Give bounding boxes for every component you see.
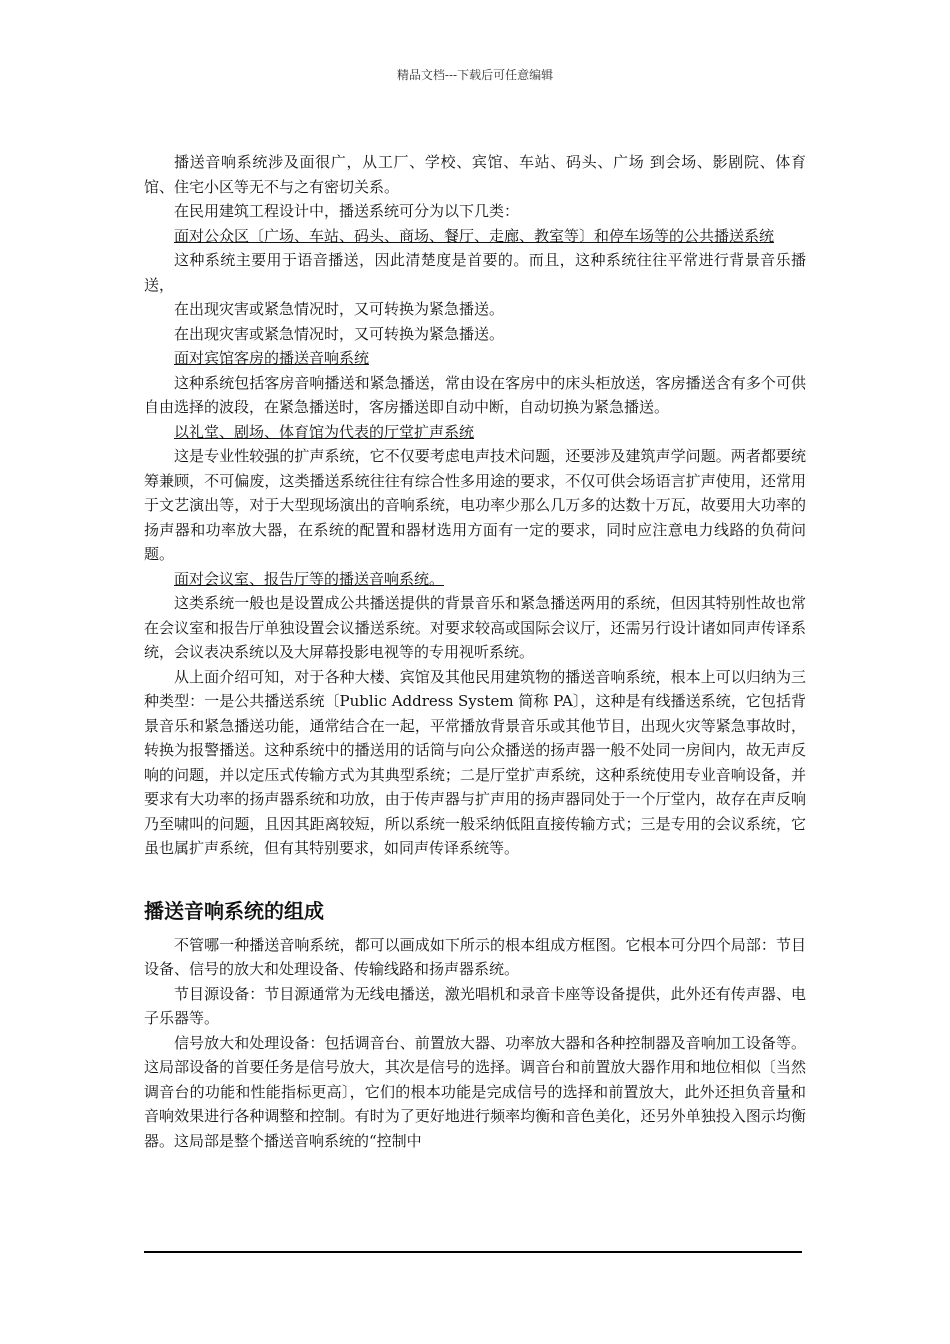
page-header: 精品文档---下载后可任意编辑 [396,68,554,82]
subheading-hall-sound: 以礼堂、剧场、体育馆为代表的厅堂扩声系统 [174,422,475,441]
paragraph-composition-intro: 不管哪一种播送音响系统，都可以画成如下所示的根本组成方框图。它根本可分四个局部：节目设备、信号的放大和处理设备、传输线路和扬声器系统。 [144,935,806,978]
paragraph-summary: 从上面介绍可知，对于各种大楼、宾馆及其他民用建筑物的播送音响系统，根本上可以归纳为三种类型：一是公共播送系统〔Public Address System 简称 PA〕，这种是有线播送系统，它包括背景音乐和紧急播送功能，通常结合在一起，平常播放背景音乐或其他节目，出现火灾等紧急事故时，转换为报警播送。这种系统中的播送用的话筒与向公众播送的扬声器一般不处同一房间内，故无声反响的问题，并以定压式传输方式为其典型系统；二是厅堂扩声系统，这种系统使用专业音响设备，并要求有大功率的扬声器系统和功放，由于传声器与扩声用的扬声器同处于一个厅堂内，故存在声反响乃至啸叫的问题，且因其距离较短，所以系统一般采纳低阻直接传输方式；三是专用的会议系统，它虽也属扩声系统，但有其特别要求，如同声传译系统等。 [144,667,806,857]
paragraph-emergency-1: 在出现灾害或紧急情况时，又可转换为紧急播送。 [174,300,505,318]
paragraph-emergency-2: 在出现灾害或紧急情况时，又可转换为紧急播送。 [174,324,505,343]
section-spacer [144,861,806,897]
subheading-hotel-rooms: 面对宾馆客房的播送音响系统 [174,349,370,367]
section-heading-composition: 播送音响系统的组成 [144,898,324,923]
paragraph-hall-desc: 这是专业性较强的扩声系统，它不仅要考虑电声技术问题，还要涉及建筑声学问题。两者都要统筹兼顾，不可偏废，这类播送系统往往有综合性多用途的要求，不仅可供会场语言扩声使用，还常用于文艺演出等，对于大型现场演出的音响系统，电功率少那么几万多的达数十万瓦，故要用大功率的扬声器和功率放大器，在系统的配置和器材选用方面有一定的要求，同时应注意电力线路的负荷问题。 [144,447,806,563]
subheading-public-broadcast: 面对公众区〔广场、车站、码头、商场、餐厅、走廊、教室等〕和停车场等的公共播送系统 [174,226,775,245]
document-body [144,150,806,1153]
paragraph-categories: 在民用建筑工程设计中，播送系统可分为以下几类： [174,202,520,220]
footer-divider [144,1251,802,1253]
paragraph-public-desc: 这种系统主要用于语音播送，因此清楚度是首要的。而且，这种系统往往平常进行背景音乐播送， [144,251,806,294]
paragraph-signal-processing: 信号放大和处理设备：包括调音台、前置放大器、功率放大器和各种控制器及音响加工设备等。这局部设备的首要任务是信号放大，其次是信号的选择。调音台和前置放大器作用和地位相似〔当然调音台的功能和性能指标更高〕，它们的根本功能是完成信号的选择和前置放大，此外还担负音量和音响效果进行各种调整和控制。有时为了更好地进行频率均衡和音色美化，还另外单独投入图示均衡器。这局部是整个播送音响系统的“控制中 [144,1033,806,1150]
paragraph-conference-desc: 这类系统一般也是设置成公共播送提供的背景音乐和紧急播送两用的系统，但因其特别性故也常在会议室和报告厅单独设置会议播送系统。对要求较高或国际会议厅，还需另行设计诸如同声传译系统，会议表决系统以及大屏幕投影电视等的专用视听系统。 [144,594,806,661]
paragraph-hotel-desc: 这种系统包括客房音响播送和紧急播送，常由设在客房中的床头柜放送，客房播送含有多个可供自由选择的波段，在紧急播送时，客房播送即自动中断，自动切换为紧急播送。 [144,373,806,416]
subheading-conference: 面对会议室、报告厅等的播送音响系统。 [174,569,445,588]
paragraph-program-source: 节目源设备：节目源通常为无线电播送，激光唱机和录音卡座等设备提供，此外还有传声器、电子乐器等。 [144,984,806,1027]
paragraph-intro: 播送音响系统涉及面很广，从工厂、学校、宾馆、车站、码头、广场 到会场、影剧院、体育馆、住宅小区等无不与之有密切关系。 [144,153,806,196]
